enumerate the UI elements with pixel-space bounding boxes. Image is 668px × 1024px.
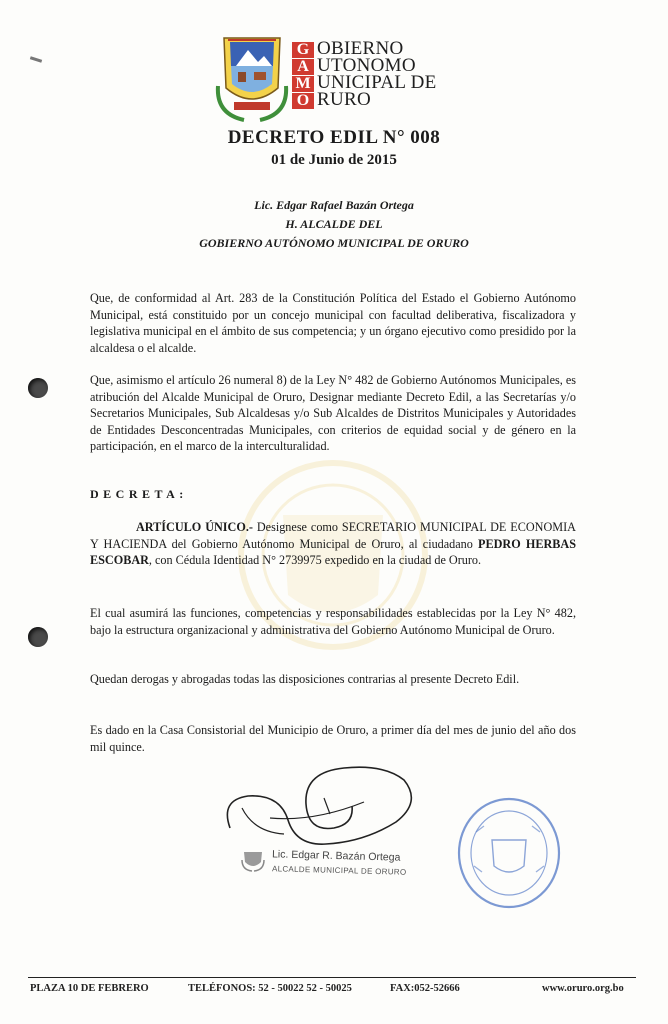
org-name: [317, 40, 437, 108]
footer-address: PLAZA 10 DE FEBRERO: [30, 983, 149, 994]
article-text-2: , con Cédula Identidad N° 2739975 expedido en la ciudad de Oruro.: [148, 553, 482, 567]
small-seal-icon: [240, 846, 266, 872]
gamo-initials: [292, 42, 316, 110]
appointee-name: PEDRO HERBAS ESCOBAR: [90, 536, 576, 567]
decreta-heading: DECRETA:: [90, 487, 188, 501]
initial-m: M: [292, 76, 314, 92]
initial-a: A: [292, 59, 314, 75]
mayor-name: Lic. Edgar Rafael Bazán Ortega: [254, 198, 414, 212]
decree-number: DECRETO EDIL N° 008: [227, 127, 441, 148]
org-word-3: UNICIPAL DE: [317, 72, 437, 93]
footer-divider: [28, 977, 636, 978]
handwritten-signature-icon: [214, 762, 424, 858]
org-word-1: OBIERNO: [317, 38, 404, 59]
org-word-2: UTONOMO: [317, 55, 416, 76]
article-unico: [90, 519, 576, 569]
article-label: ARTÍCULO ÚNICO.-: [136, 520, 253, 534]
scan-mark: [30, 56, 42, 63]
government-name: GOBIERNO AUTÓNOMO MUNICIPAL DE ORURO: [199, 236, 469, 250]
signatory-name: Lic. Edgar R. Bazán Ortega: [271, 848, 401, 864]
decree-date: 01 de Junio de 2015: [271, 152, 397, 168]
footer-fax: FAX:052-52666: [390, 983, 460, 994]
punch-hole-top: [28, 378, 48, 398]
initial-o: O: [292, 93, 314, 109]
considerando-1: Que, de conformidad al Art. 283 de la Constitución Política del Estado el Gobierno Autónomo Municipal, está constituido por un concejo municipal con facultad deliberativa, fiscalizadora y legislativa municipal en el ámbito de sus competencia; y un órgano ejecutivo como presidido por la alcaldesa o el alcalde.: [90, 291, 576, 355]
punch-hole-bottom: [28, 627, 48, 647]
paragraph-given: Es dado en la Casa Consistorial del Municipio de Oruro, a primer día del mes de junio del año dos mil quince.: [90, 723, 576, 754]
article-text-1: Designese como SECRETARIO MUNICIPAL DE ECONOMIA Y HACIENDA del Gobierno Autónomo Municipal de Oruro, al ciudadano: [90, 520, 576, 551]
paragraph-functions: El cual asumirá las funciones, competencias y responsabilidades establecidas por la Ley N° 482, bajo la estructura organizacional y administrativa del Gobierno Autónomo Municipal de Oruro.: [90, 606, 576, 637]
paragraph-repeal: Quedan derogas y abrogadas todas las disposiciones contrarias al presente Decreto Edil.: [90, 672, 520, 686]
official-stamp-icon: [456, 796, 562, 910]
footer-phones: TELÉFONOS: 52 - 50022 52 - 50025: [188, 983, 352, 994]
org-word-4: RURO: [317, 89, 371, 110]
mayor-title: H. ALCALDE DEL: [285, 217, 383, 231]
signatory-role: ALCALDE MUNICIPAL DE ORURO: [271, 864, 407, 877]
initial-g: G: [292, 42, 314, 58]
considerando-2: Que, asimismo el artículo 26 numeral 8) de la Ley N° 482 de Gobierno Autónomos Municipales, es atribución del Alcalde Municipal de Oruro, Designar mediante Decreto Edil, a las Secretarías y/o Secretarios Municipales, Sub Alcaldesas y/o Sub Alcaldes de Distritos Municipales y Autoridades de Entidades Desconcentradas Municipales, con criterios de equidad social y de género en la participación, en el marco de la interculturalidad.: [90, 373, 576, 453]
municipal-coat-of-arms-icon: [214, 36, 290, 122]
footer-website: www.oruro.org.bo: [542, 983, 624, 994]
